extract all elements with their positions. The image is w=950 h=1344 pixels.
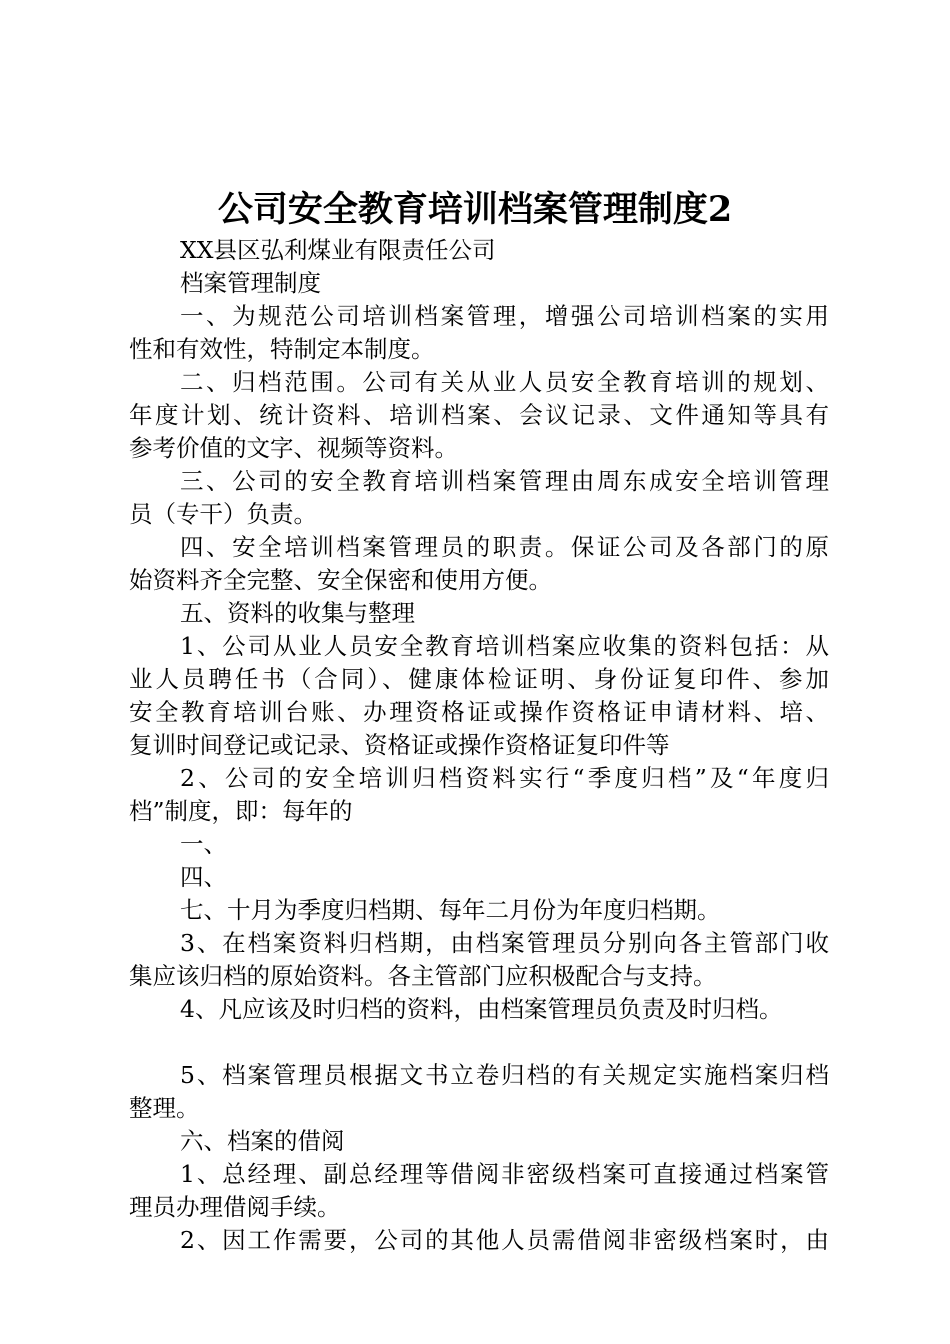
paragraph-line: 档”制度，即：每年的 <box>129 797 353 825</box>
paragraph-line: 复训时间登记或记录、资格证或操作资格证复印件等 <box>129 731 670 759</box>
paragraph-line: 2、因工作需要，公司的其他人员需借阅非密级档案时，由 <box>180 1226 829 1254</box>
paragraph-line: 3、在档案资料归档期，由档案管理员分别向各主管部门收 <box>180 929 829 957</box>
paragraph-line: 始资料齐全完整、安全保密和使用方便。 <box>129 566 552 594</box>
subtitle-line: 档案管理制度 <box>180 269 321 297</box>
paragraph-line: 整理。 <box>129 1094 200 1122</box>
paragraph-line: 三、公司的安全教育培训档案管理由周东成安全培训管理 <box>180 467 829 495</box>
paragraph-line: 一、 <box>180 830 227 858</box>
paragraph-line: 四、安全培训档案管理员的职责。保证公司及各部门的原 <box>180 533 829 561</box>
paragraph-line: 参考价值的文字、视频等资料。 <box>129 434 458 462</box>
paragraph-line: 一、为规范公司培训档案管理，增强公司培训档案的实用 <box>180 302 829 330</box>
paragraph-line: 四、 <box>180 863 227 891</box>
company-name-line: XX县区弘利煤业有限责任公司 <box>180 236 496 264</box>
blank-line <box>129 1026 829 1059</box>
paragraph-line: 员（专干）负责。 <box>129 500 317 528</box>
paragraph-line: 5、档案管理员根据文书立卷归档的有关规定实施档案归档 <box>180 1061 829 1089</box>
paragraph-line: 年度计划、统计资料、培训档案、会议记录、文件通知等具有 <box>129 401 829 429</box>
paragraph-line: 4、凡应该及时归档的资料，由档案管理员负责及时归档。 <box>180 995 783 1023</box>
paragraph-line: 1、公司从业人员安全教育培训档案应收集的资料包括：从 <box>180 632 829 660</box>
paragraph-line: 1、总经理、副总经理等借阅非密级档案可直接通过档案管 <box>180 1160 829 1188</box>
paragraph-line: 性和有效性，特制定本制度。 <box>129 335 435 363</box>
paragraph-line: 集应该归档的原始资料。各主管部门应积极配合与支持。 <box>129 962 717 990</box>
section-heading-line: 五、资料的收集与整理 <box>180 599 415 627</box>
document-body <box>129 234 829 1257</box>
paragraph-line: 2、公司的安全培训归档资料实行“季度归档”及“年度归 <box>180 764 829 792</box>
paragraph-line: 七、十月为季度归档期、每年二月份为年度归档期。 <box>180 896 721 924</box>
paragraph-line: 理员办理借阅手续。 <box>129 1193 341 1221</box>
paragraph-line: 安全教育培训台账、办理资格证或操作资格证申请材料、培、 <box>129 698 829 726</box>
document-title: 公司安全教育培训档案管理制度2 <box>217 189 733 230</box>
paragraph-line: 二、归档范围。公司有关从业人员安全教育培训的规划、 <box>180 368 829 396</box>
section-heading-line: 六、档案的借阅 <box>180 1127 345 1155</box>
paragraph-line: 业人员聘任书（合同）、健康体检证明、身份证复印件、参加 <box>129 665 829 693</box>
